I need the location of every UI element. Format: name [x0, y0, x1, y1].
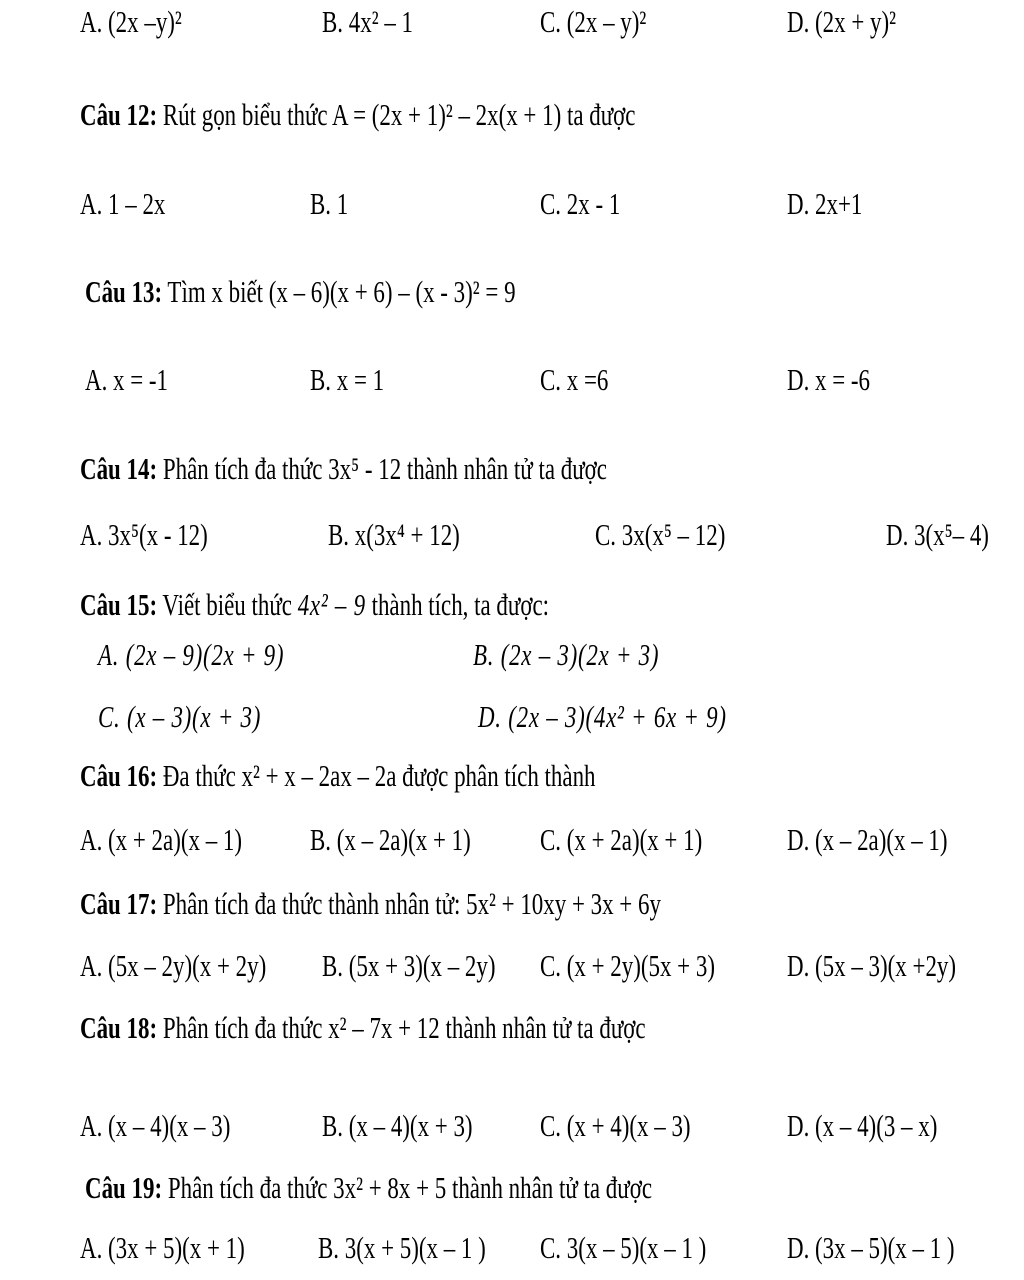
question-19 — [85, 1168, 652, 1208]
question-13-text: Tìm x biết (x – 6)(x + 6) – (x - 3)² = 9 — [162, 274, 516, 309]
q18-option-b[interactable]: B. (x – 4)(x + 3) — [322, 1108, 473, 1143]
q13-option-b[interactable]: B. x = 1 — [310, 362, 385, 397]
q18-option-d[interactable]: D. (x – 4)(3 – x) — [787, 1108, 938, 1143]
q17-option-d[interactable]: D. (5x – 3)(x +2y) — [787, 948, 957, 983]
question-12-label: Câu 12: — [80, 97, 158, 132]
q13-option-a[interactable]: A. x = -1 — [85, 362, 169, 397]
question-13-label: Câu 13: — [85, 274, 163, 309]
question-15-text-before: Viết biểu thức — [157, 587, 298, 622]
question-14-label: Câu 14: — [80, 451, 158, 486]
q13-option-d[interactable]: D. x = -6 — [787, 362, 871, 397]
q14-option-d[interactable]: D. 3(x⁵– 4) — [886, 517, 989, 552]
question-17-label: Câu 17: — [80, 886, 158, 921]
question-18 — [80, 1008, 646, 1048]
q11-option-a[interactable]: A. (2x –y)² — [80, 4, 182, 39]
q12-option-d[interactable]: D. 2x+1 — [787, 186, 863, 221]
q18-option-a[interactable]: A. (x – 4)(x – 3) — [80, 1108, 231, 1143]
q18-option-c[interactable]: C. (x + 4)(x – 3) — [540, 1108, 691, 1143]
question-18-text: Phân tích đa thức x² – 7x + 12 thành nhân tử ta được — [157, 1010, 646, 1045]
q17-option-b[interactable]: B. (5x + 3)(x – 2y) — [322, 948, 496, 983]
question-17 — [80, 884, 661, 924]
q11-option-d[interactable]: D. (2x + y)² — [787, 4, 897, 39]
q19-option-c[interactable]: C. 3(x – 5)(x – 1 ) — [540, 1230, 707, 1265]
q16-option-d[interactable]: D. (x – 2a)(x – 1) — [787, 822, 948, 857]
question-13 — [85, 272, 516, 312]
q14-option-c[interactable]: C. 3x(x⁵ – 12) — [595, 517, 726, 552]
question-18-label: Câu 18: — [80, 1010, 158, 1045]
q12-option-b[interactable]: B. 1 — [310, 186, 349, 221]
q14-option-b[interactable]: B. x(3x⁴ + 12) — [328, 517, 460, 552]
question-14 — [80, 449, 607, 489]
question-15-label: Câu 15: — [80, 587, 158, 622]
question-15-expression: 4x² – 9 — [297, 587, 366, 622]
question-19-label: Câu 19: — [85, 1170, 163, 1205]
q11-option-c[interactable]: C. (2x – y)² — [540, 4, 647, 39]
q11-option-b[interactable]: B. 4x² – 1 — [322, 4, 414, 39]
question-12-text: Rút gọn biểu thức A = (2x + 1)² – 2x(x + 1) ta được — [157, 97, 636, 132]
q15-option-b[interactable]: B. (2x – 3)(2x + 3) — [473, 637, 660, 672]
question-15-text-after: thành tích, ta được: — [365, 587, 550, 622]
q12-option-c[interactable]: C. 2x - 1 — [540, 186, 621, 221]
q14-option-a[interactable]: A. 3x⁵(x - 12) — [80, 517, 208, 552]
q16-option-a[interactable]: A. (x + 2a)(x – 1) — [80, 822, 243, 857]
question-16 — [80, 756, 596, 796]
question-19-text: Phân tích đa thức 3x² + 8x + 5 thành nhân tử ta được — [162, 1170, 653, 1205]
q12-option-a[interactable]: A. 1 – 2x — [80, 186, 166, 221]
question-17-text: Phân tích đa thức thành nhân tử: 5x² + 10xy + 3x + 6y — [157, 886, 661, 921]
q19-option-a[interactable]: A. (3x + 5)(x + 1) — [80, 1230, 245, 1265]
q13-option-c[interactable]: C. x =6 — [540, 362, 609, 397]
question-14-text: Phân tích đa thức 3x⁵ - 12 thành nhân tử ta được — [157, 451, 607, 486]
q15-option-d[interactable]: D. (2x – 3)(4x² + 6x + 9) — [478, 699, 727, 734]
question-16-label: Câu 16: — [80, 758, 158, 793]
q15-option-c[interactable]: C. (x – 3)(x + 3) — [98, 699, 262, 734]
question-12 — [80, 95, 635, 135]
q17-option-c[interactable]: C. (x + 2y)(5x + 3) — [540, 948, 715, 983]
question-15 — [80, 585, 549, 625]
q19-option-d[interactable]: D. (3x – 5)(x – 1 ) — [787, 1230, 955, 1265]
q16-option-b[interactable]: B. (x – 2a)(x + 1) — [310, 822, 471, 857]
q17-option-a[interactable]: A. (5x – 2y)(x + 2y) — [80, 948, 267, 983]
q16-option-c[interactable]: C. (x + 2a)(x + 1) — [540, 822, 703, 857]
question-16-text: Đa thức x² + x – 2ax – 2a được phân tích thành — [157, 758, 596, 793]
q15-option-a[interactable]: A. (2x – 9)(2x + 9) — [98, 637, 285, 672]
q19-option-b[interactable]: B. 3(x + 5)(x – 1 ) — [318, 1230, 486, 1265]
